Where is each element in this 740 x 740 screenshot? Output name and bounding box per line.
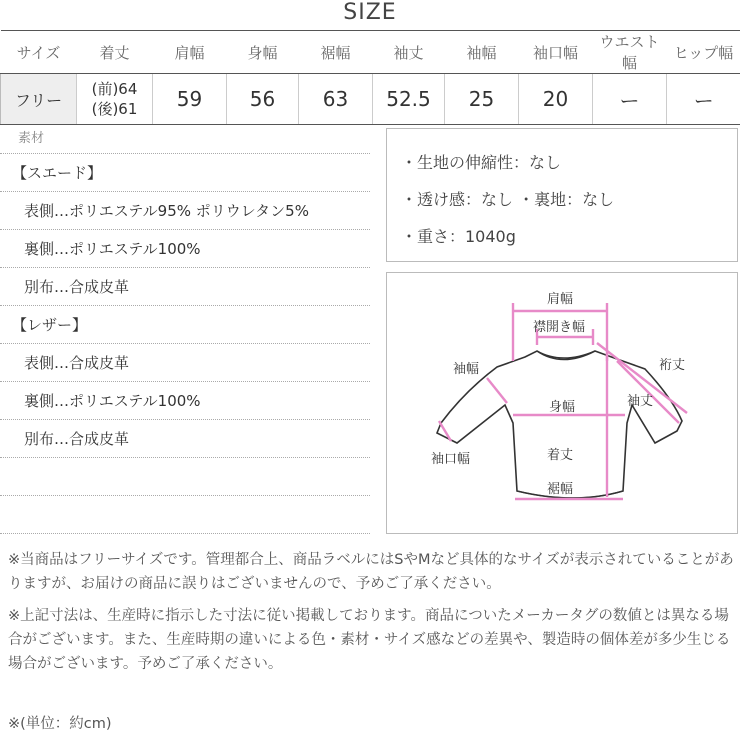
label-length: 着丈 — [547, 448, 574, 463]
material-row: 別布…合成皮革 — [0, 420, 370, 458]
unit-note: ※(単位：約cm) — [8, 716, 112, 732]
measurement-diagram — [386, 272, 738, 534]
header-size: サイズ — [1, 31, 77, 74]
material-row: 表側…ポリエステル95% ポリウレタン5% — [0, 192, 370, 230]
material-row: 別布…合成皮革 — [0, 268, 370, 306]
cell-sleeve-width: 25 — [445, 74, 519, 125]
table-row — [1, 74, 740, 125]
cell-length-back: (後)61 — [91, 100, 138, 118]
header-waist: ウエスト幅 — [593, 31, 667, 74]
header-hip: ヒップ幅 — [667, 31, 740, 74]
material-row-empty — [0, 496, 370, 534]
sheer-lining-info: ・透け感：なし ・裏地：なし — [401, 190, 615, 209]
materials-list — [0, 120, 370, 534]
cell-size: フリー — [1, 74, 77, 125]
material-row: 裏側…ポリエステル100% — [0, 382, 370, 420]
cell-length — [77, 74, 153, 125]
label-sleeve-width: 袖幅 — [453, 362, 480, 377]
cell-cuff-width: 20 — [519, 74, 593, 125]
header-sleeve-width: 袖幅 — [445, 31, 519, 74]
header-cuff-width: 袖口幅 — [519, 31, 593, 74]
weight-info: ・重さ：1040g — [401, 227, 516, 246]
label-yuki: 裄丈 — [659, 358, 686, 373]
stretch-info: ・生地の伸縮性：なし — [401, 153, 562, 172]
cell-sleeve-length: 52.5 — [373, 74, 445, 125]
cell-length-front: (前)64 — [91, 80, 138, 98]
material-row: 表側…合成皮革 — [0, 344, 370, 382]
cell-waist: ー — [593, 74, 667, 125]
cell-hip: ー — [667, 74, 740, 125]
label-shoulder: 肩幅 — [547, 292, 574, 307]
material-row: 【レザー】 — [0, 306, 370, 344]
fabric-info-box — [386, 128, 738, 262]
note-measurements: ※上記寸法は、生産時に指示した寸法に従い掲載しております。商品についたメーカータグの数値とは異なる場合がございます。また、生産時期の違いによる色・素材・サイズ感などの差異や、製造時の個体差が多少生じる場合がございます。予めご了承ください。 — [8, 608, 731, 672]
material-row: 裏側…ポリエステル100% — [0, 230, 370, 268]
table-header-row — [1, 31, 740, 74]
notes-section — [8, 548, 738, 684]
material-row-empty — [0, 458, 370, 496]
note-free-size: ※当商品はフリーサイズです。管理都合上、商品ラベルにはSやMなど具体的なサイズが表示されていることがありますが、お届けの商品に誤りはございませんので、予めご了承ください。 — [8, 552, 734, 592]
size-table — [0, 30, 740, 125]
neckline — [537, 351, 595, 358]
label-sleeve-length: 袖丈 — [627, 394, 654, 409]
materials-label: 素材 — [0, 120, 370, 154]
material-row: 【スエード】 — [0, 154, 370, 192]
header-sleeve-length: 袖丈 — [373, 31, 445, 74]
header-hem-width: 裾幅 — [299, 31, 373, 74]
size-title: SIZE — [343, 0, 397, 25]
header-length: 着丈 — [77, 31, 153, 74]
header-body-width: 身幅 — [227, 31, 299, 74]
sleeve-width-line — [487, 378, 507, 403]
label-neck-opening: 襟開き幅 — [533, 320, 586, 335]
cell-body-width: 56 — [227, 74, 299, 125]
header-shoulder: 肩幅 — [153, 31, 227, 74]
garment-diagram-svg — [387, 273, 737, 533]
label-cuff-width: 袖口幅 — [431, 452, 471, 467]
cuff-width-line — [439, 421, 451, 441]
cell-hem-width: 63 — [299, 74, 373, 125]
label-hem-width: 裾幅 — [547, 482, 574, 497]
cell-shoulder: 59 — [153, 74, 227, 125]
label-body-width: 身幅 — [549, 400, 576, 415]
